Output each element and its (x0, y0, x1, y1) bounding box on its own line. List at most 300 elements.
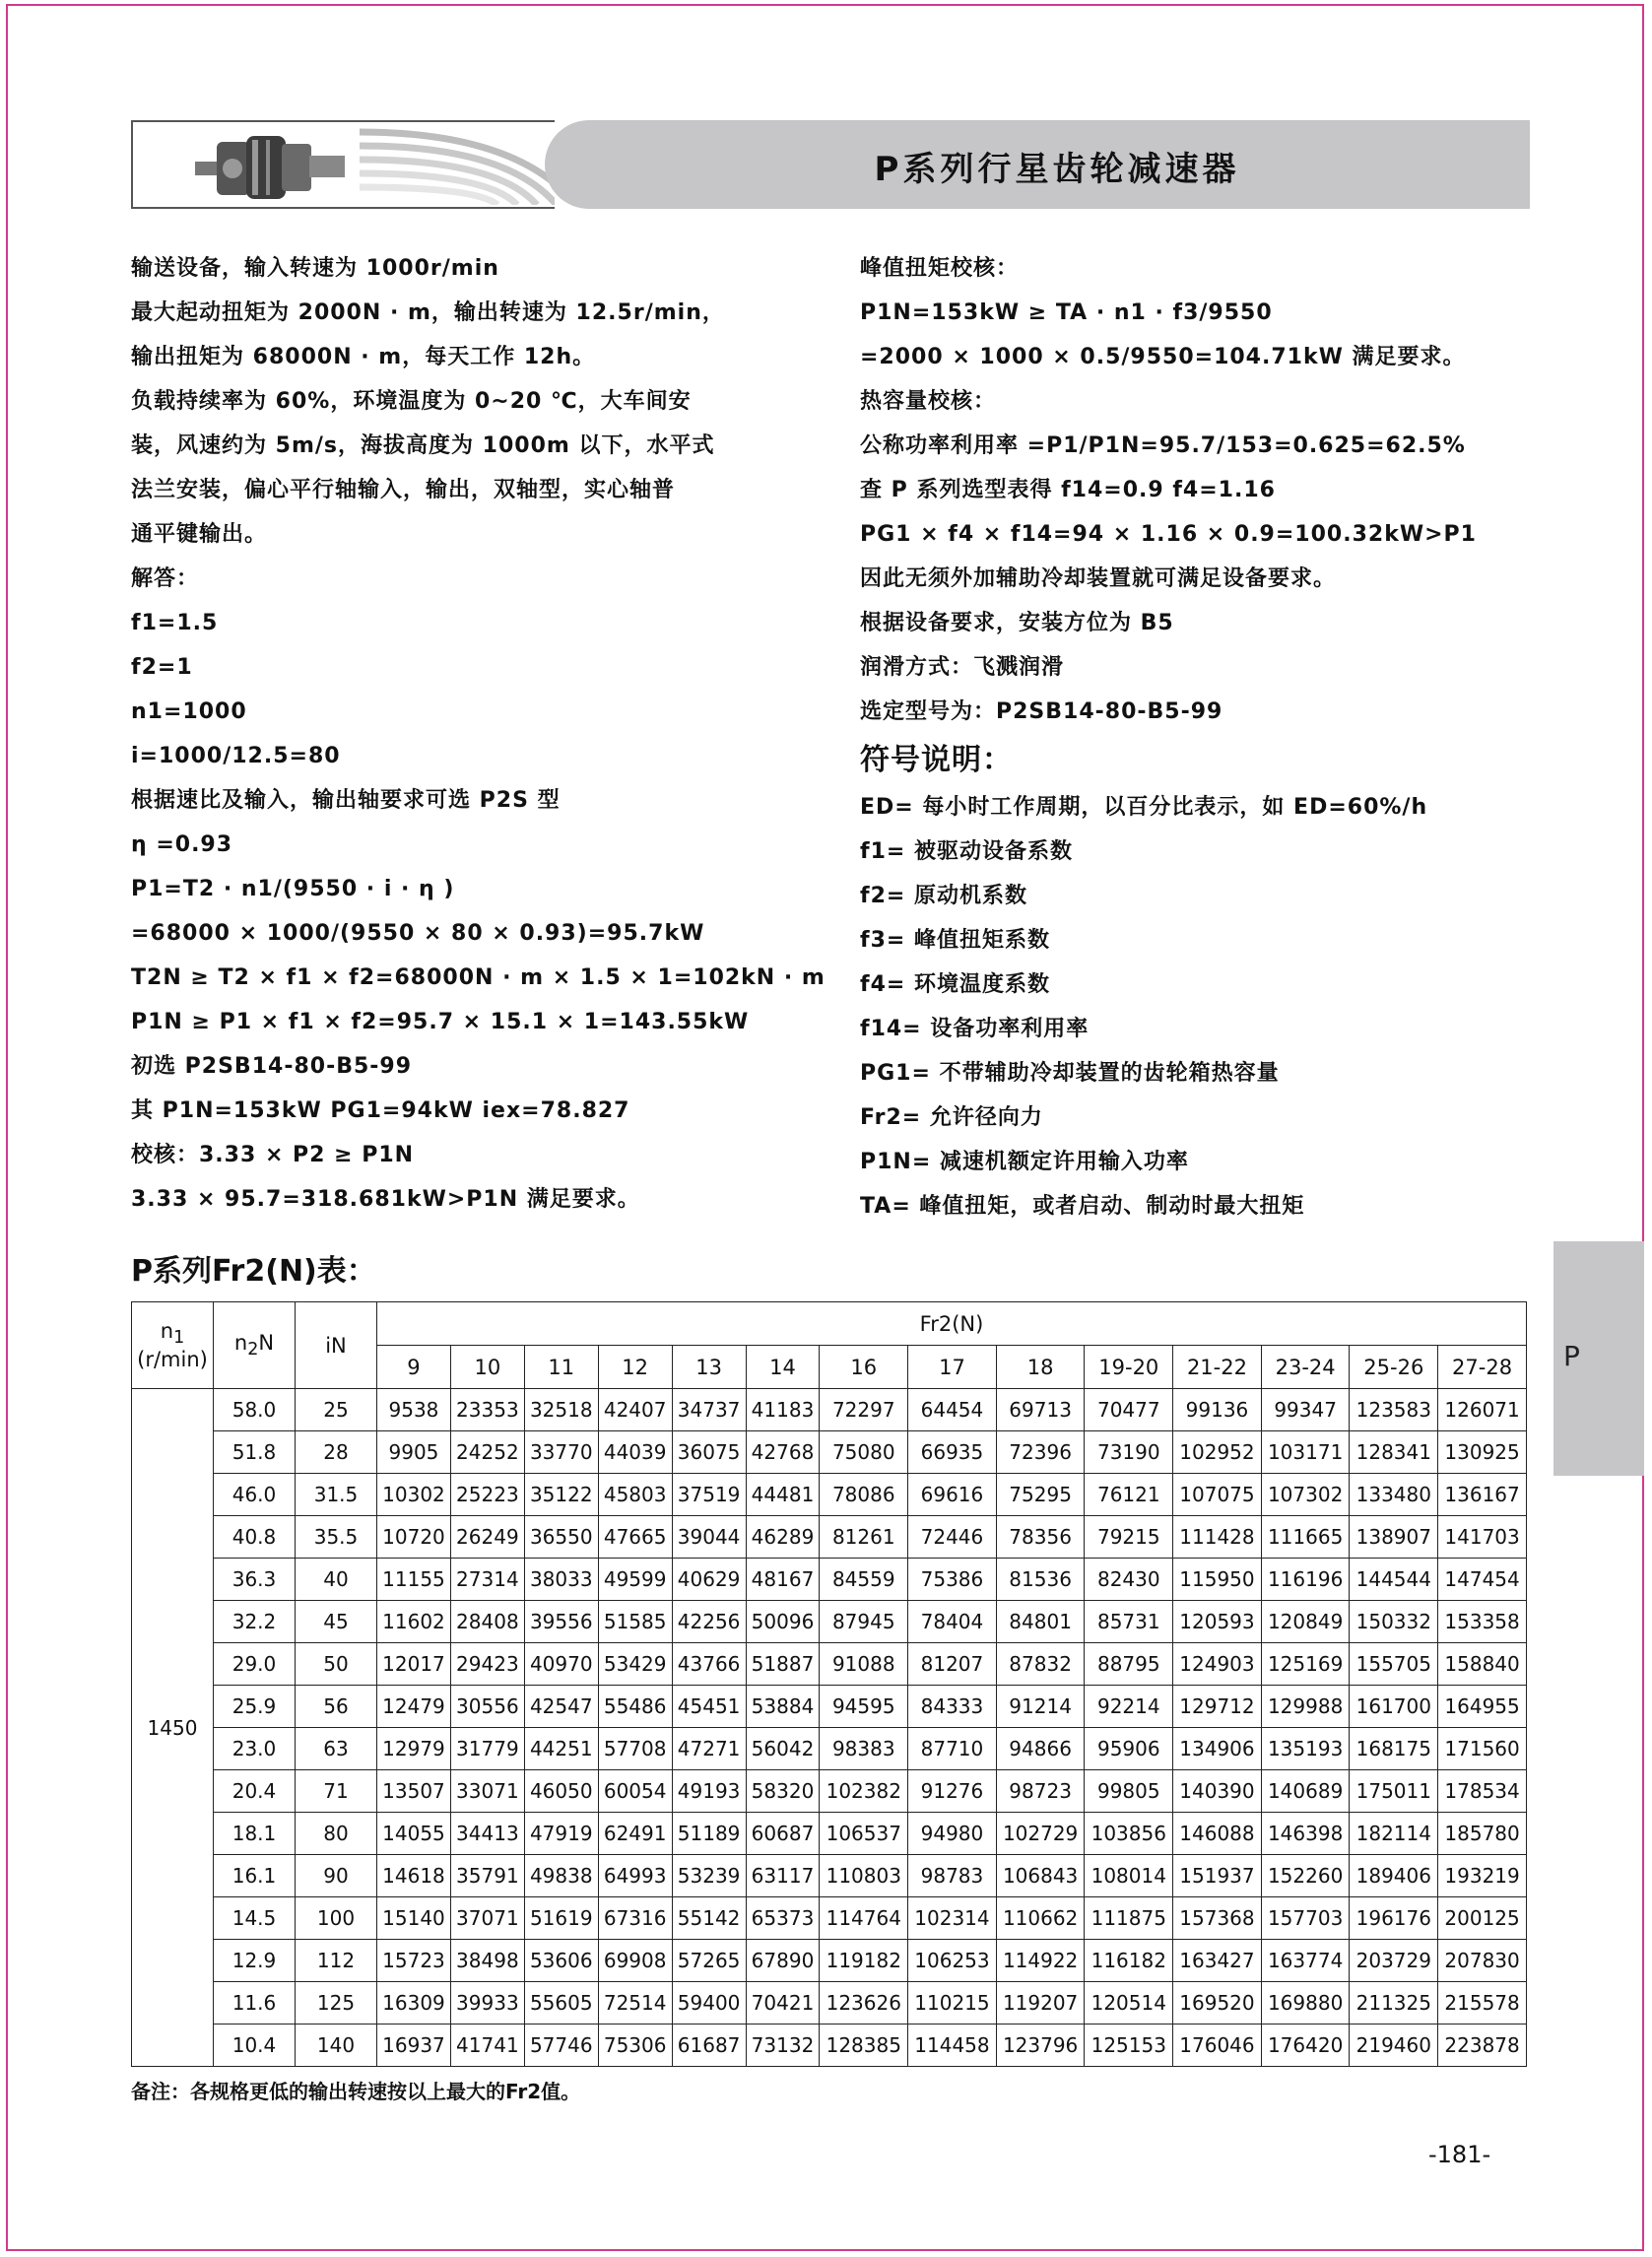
symbol-definition: PG1= 不带辅助冷却装置的齿轮箱热容量 (860, 1061, 1280, 1086)
text-line: 初选 P2SB14-80-B5-99 (131, 1054, 413, 1079)
fr2-value-cell: 42547 (524, 1686, 598, 1728)
table-row (132, 1389, 1527, 1431)
fr2-value-cell: 34737 (672, 1389, 746, 1431)
fr2-value-cell: 115950 (1173, 1559, 1262, 1601)
fr2-value-cell: 60687 (746, 1813, 820, 1855)
fr2-value-cell: 42768 (746, 1431, 820, 1474)
fr2-value-cell: 24252 (450, 1431, 524, 1474)
text-line: η =0.93 (131, 832, 233, 857)
in-cell: 50 (296, 1643, 377, 1686)
text-line: 其 P1N=153kW PG1=94kW iex=78.827 (131, 1098, 630, 1123)
fr2-value-cell: 36075 (672, 1431, 746, 1474)
table-row (132, 1770, 1527, 1813)
symbols-heading: 符号说明： (860, 743, 1013, 777)
fr2-value-cell: 10302 (377, 1474, 451, 1516)
fr2-value-cell: 114764 (820, 1897, 908, 1940)
fr2-value-cell: 25223 (450, 1474, 524, 1516)
fr2-value-cell: 138907 (1350, 1516, 1438, 1559)
fr2-value-cell: 110215 (908, 1982, 997, 2025)
fr2-value-cell: 82430 (1085, 1559, 1173, 1601)
text-line: 3.33 × 95.7=318.681kW>P1N 满足要求。 (131, 1187, 640, 1212)
fr2-value-cell: 31779 (450, 1728, 524, 1770)
fr2-value-cell: 72446 (908, 1516, 997, 1559)
header-title-band (545, 120, 1530, 209)
fr2-value-cell: 110803 (820, 1855, 908, 1897)
fr2-value-cell: 61687 (672, 2025, 746, 2067)
fr2-value-cell: 38498 (450, 1940, 524, 1982)
n2n-cell: 23.0 (214, 1728, 296, 1770)
fr2-value-cell: 164955 (1438, 1686, 1527, 1728)
fr2-value-cell: 67316 (598, 1897, 672, 1940)
in-cell: 90 (296, 1855, 377, 1897)
fr2-value-cell: 81261 (820, 1516, 908, 1559)
fr2-value-cell: 99136 (1173, 1389, 1262, 1431)
fr2-value-cell: 47919 (524, 1813, 598, 1855)
fr2-value-cell: 56042 (746, 1728, 820, 1770)
n1-cell: 1450 (132, 1389, 214, 2067)
fr2-value-cell: 152260 (1261, 1855, 1350, 1897)
fr2-value-cell: 62491 (598, 1813, 672, 1855)
fr2-value-cell: 153358 (1438, 1601, 1527, 1643)
fr2-value-cell: 99805 (1085, 1770, 1173, 1813)
fr2-value-cell: 43766 (672, 1643, 746, 1686)
fr2-value-cell: 91214 (996, 1686, 1085, 1728)
header-size-cell: 16 (820, 1346, 908, 1389)
header-stripes (360, 126, 555, 205)
fr2-value-cell: 57746 (524, 2025, 598, 2067)
n2n-cell: 10.4 (214, 2025, 296, 2067)
table-row (132, 1643, 1527, 1686)
header-size-cell: 9 (377, 1346, 451, 1389)
fr2-value-cell: 111428 (1173, 1516, 1262, 1559)
fr2-value-cell: 84333 (908, 1686, 997, 1728)
text-line: 查 P 系列选型表得 f14=0.9 f4=1.16 (860, 478, 1276, 502)
header-size-cell: 25-26 (1350, 1346, 1438, 1389)
table-note: 备注：各规格更低的输出转速按以上最大的Fr2值。 (131, 2080, 581, 2103)
fr2-value-cell: 144544 (1350, 1559, 1438, 1601)
page-number: -181- (1428, 2141, 1491, 2168)
fr2-value-cell: 157703 (1261, 1897, 1350, 1940)
fr2-value-cell: 23353 (450, 1389, 524, 1431)
fr2-value-cell: 51585 (598, 1601, 672, 1643)
header-size-cell: 21-22 (1173, 1346, 1262, 1389)
fr2-value-cell: 175011 (1350, 1770, 1438, 1813)
fr2-value-cell: 35791 (450, 1855, 524, 1897)
symbol-definition: f2= 原动机系数 (860, 884, 1027, 908)
fr2-value-cell: 92214 (1085, 1686, 1173, 1728)
in-cell: 45 (296, 1601, 377, 1643)
symbol-definition: P1N= 减速机额定许用输入功率 (860, 1150, 1189, 1174)
fr2-value-cell: 34413 (450, 1813, 524, 1855)
in-cell: 56 (296, 1686, 377, 1728)
fr2-value-cell: 38033 (524, 1559, 598, 1601)
text-line: 输送设备，输入转速为 1000r/min (131, 256, 499, 281)
fr2-value-cell: 13507 (377, 1770, 451, 1813)
text-line: 选定型号为：P2SB14-80-B5-99 (860, 699, 1223, 724)
header-in: iN (296, 1302, 377, 1389)
fr2-value-cell: 119207 (996, 1982, 1085, 2025)
fr2-value-cell: 75306 (598, 2025, 672, 2067)
header-size-cell: 18 (996, 1346, 1085, 1389)
fr2-value-cell: 70421 (746, 1982, 820, 2025)
fr2-value-cell: 193219 (1438, 1855, 1527, 1897)
text-line: 热容量校核： (860, 389, 997, 414)
worked-example-right (860, 246, 1530, 1228)
n2n-cell: 12.9 (214, 1940, 296, 1982)
n2n-cell: 46.0 (214, 1474, 296, 1516)
fr2-value-cell: 9905 (377, 1431, 451, 1474)
fr2-value-cell: 39933 (450, 1982, 524, 2025)
text-line: f1=1.5 (131, 611, 219, 635)
symbol-definition: f1= 被驱动设备系数 (860, 839, 1073, 864)
fr2-value-cell: 53606 (524, 1940, 598, 1982)
fr2-value-cell: 51619 (524, 1897, 598, 1940)
text-line: f2=1 (131, 655, 193, 680)
fr2-value-cell: 215578 (1438, 1982, 1527, 2025)
header-size-cell: 13 (672, 1346, 746, 1389)
header-size-cell: 11 (524, 1346, 598, 1389)
in-cell: 40 (296, 1559, 377, 1601)
table-row (132, 1686, 1527, 1728)
symbols-list (860, 785, 1530, 1228)
text-line: P1N=153kW ≥ TA · n1 · f3/9550 (860, 300, 1273, 325)
fr2-value-cell: 161700 (1350, 1686, 1438, 1728)
text-line: 负载持续率为 60%，环境温度为 0~20 ℃，大车间安 (131, 389, 692, 414)
fr2-value-cell: 75080 (820, 1431, 908, 1474)
text-line: 公称功率利用率 =P1/P1N=95.7/153=0.625=62.5% (860, 433, 1466, 458)
symbol-definition: Fr2= 允许径向力 (860, 1105, 1043, 1130)
table-row (132, 1855, 1527, 1897)
fr2-value-cell: 64454 (908, 1389, 997, 1431)
fr2-value-cell: 37519 (672, 1474, 746, 1516)
n2n-cell: 51.8 (214, 1431, 296, 1474)
text-line: n1=1000 (131, 699, 247, 724)
header-n2n: $n_2N$ (214, 1302, 296, 1389)
fr2-value-cell: 102314 (908, 1897, 997, 1940)
header-n1-label: $n_1$ (r/min) (137, 1318, 208, 1372)
fr2-value-cell: 157368 (1173, 1897, 1262, 1940)
fr2-value-cell: 30556 (450, 1686, 524, 1728)
fr2-value-cell: 203729 (1350, 1940, 1438, 1982)
fr2-value-cell: 151937 (1173, 1855, 1262, 1897)
fr2-value-cell: 146088 (1173, 1813, 1262, 1855)
text-line: P1N ≥ P1 × f1 × f2=95.7 × 15.1 × 1=143.55kW (131, 1010, 750, 1034)
text-line: 根据设备要求，安装方位为 B5 (860, 611, 1174, 635)
fr2-value-cell: 114922 (996, 1940, 1085, 1982)
fr2-value-cell: 169520 (1173, 1982, 1262, 2025)
fr2-value-cell: 47271 (672, 1728, 746, 1770)
gear-reducer-image (187, 128, 355, 205)
table-title: P系列Fr2(N)表： (131, 1254, 376, 1289)
in-cell: 125 (296, 1982, 377, 2025)
fr2-value-cell: 91276 (908, 1770, 997, 1813)
fr2-value-cell: 69616 (908, 1474, 997, 1516)
fr2-value-cell: 223878 (1438, 2025, 1527, 2067)
fr2-value-cell: 78356 (996, 1516, 1085, 1559)
in-cell: 25 (296, 1389, 377, 1431)
fr2-value-cell: 40970 (524, 1643, 598, 1686)
fr2-value-cell: 9538 (377, 1389, 451, 1431)
fr2-value-cell: 45803 (598, 1474, 672, 1516)
fr2-value-cell: 129712 (1173, 1686, 1262, 1728)
fr2-value-cell: 189406 (1350, 1855, 1438, 1897)
fr2-value-cell: 73132 (746, 2025, 820, 2067)
table-row (132, 1601, 1527, 1643)
in-cell: 100 (296, 1897, 377, 1940)
fr2-value-cell: 42256 (672, 1601, 746, 1643)
fr2-value-cell: 59400 (672, 1982, 746, 2025)
fr2-value-cell: 102729 (996, 1813, 1085, 1855)
in-cell: 63 (296, 1728, 377, 1770)
text-line: 最大起动扭矩为 2000N · m，输出转速为 12.5r/min， (131, 300, 725, 325)
fr2-value-cell: 72514 (598, 1982, 672, 2025)
header-size-cell: 10 (450, 1346, 524, 1389)
fr2-value-cell: 120849 (1261, 1601, 1350, 1643)
fr2-value-cell: 99347 (1261, 1389, 1350, 1431)
fr2-value-cell: 125153 (1085, 2025, 1173, 2067)
table-row (132, 1897, 1527, 1940)
fr2-value-cell: 110662 (996, 1897, 1085, 1940)
fr2-value-cell: 211325 (1350, 1982, 1438, 2025)
fr2-value-cell: 41183 (746, 1389, 820, 1431)
fr2-value-cell: 108014 (1085, 1855, 1173, 1897)
page-header (131, 120, 1530, 209)
fr2-value-cell: 102952 (1173, 1431, 1262, 1474)
fr2-value-cell: 35122 (524, 1474, 598, 1516)
fr2-value-cell: 15723 (377, 1940, 451, 1982)
section-tab-label: P (1563, 1340, 1580, 1372)
n2n-cell: 40.8 (214, 1516, 296, 1559)
fr2-value-cell: 185780 (1438, 1813, 1527, 1855)
fr2-value-cell: 196176 (1350, 1897, 1438, 1940)
table-row (132, 1940, 1527, 1982)
text-line: =2000 × 1000 × 0.5/9550=104.71kW 满足要求。 (860, 345, 1466, 369)
fr2-value-cell: 16937 (377, 2025, 451, 2067)
fr2-value-cell: 46050 (524, 1770, 598, 1813)
fr2-value-cell: 29423 (450, 1643, 524, 1686)
fr2-value-cell: 155705 (1350, 1643, 1438, 1686)
text-line: 因此无须外加辅助冷却装置就可满足设备要求。 (860, 566, 1337, 591)
fr2-value-cell: 123583 (1350, 1389, 1438, 1431)
fr2-value-cell: 84801 (996, 1601, 1085, 1643)
fr2-value-cell: 102382 (820, 1770, 908, 1813)
fr2-value-cell: 39556 (524, 1601, 598, 1643)
text-line: 润滑方式：飞溅润滑 (860, 655, 1065, 680)
fr2-value-cell: 116196 (1261, 1559, 1350, 1601)
fr2-value-cell: 44481 (746, 1474, 820, 1516)
fr2-value-cell: 69908 (598, 1940, 672, 1982)
table-row (132, 1982, 1527, 2025)
fr2-value-cell: 125169 (1261, 1643, 1350, 1686)
fr2-value-cell: 66935 (908, 1431, 997, 1474)
in-cell: 80 (296, 1813, 377, 1855)
table-row (132, 1813, 1527, 1855)
fr2-value-cell: 41741 (450, 2025, 524, 2067)
in-cell: 112 (296, 1940, 377, 1982)
fr2-value-cell: 169880 (1261, 1982, 1350, 2025)
fr2-value-cell: 12979 (377, 1728, 451, 1770)
fr2-value-cell: 78086 (820, 1474, 908, 1516)
fr2-value-cell: 85731 (1085, 1601, 1173, 1643)
fr2-value-cell: 87945 (820, 1601, 908, 1643)
fr2-value-cell: 42407 (598, 1389, 672, 1431)
fr2-value-cell: 75386 (908, 1559, 997, 1601)
fr2-value-cell: 87832 (996, 1643, 1085, 1686)
fr2-value-cell: 37071 (450, 1897, 524, 1940)
fr2-value-cell: 103856 (1085, 1813, 1173, 1855)
fr2-value-cell: 130925 (1438, 1431, 1527, 1474)
fr2-value-cell: 78404 (908, 1601, 997, 1643)
fr2-value-cell: 55142 (672, 1897, 746, 1940)
fr2-value-cell: 106537 (820, 1813, 908, 1855)
header-size-cell: 17 (908, 1346, 997, 1389)
fr2-value-cell: 147454 (1438, 1559, 1527, 1601)
text-line: 装，风速约为 5m/s，海拔高度为 1000m 以下，水平式 (131, 433, 715, 458)
fr2-value-cell: 140390 (1173, 1770, 1262, 1813)
text-line: 法兰安装，偏心平行轴输入，输出，双轴型，实心轴普 (131, 478, 676, 502)
fr2-value-cell: 51887 (746, 1643, 820, 1686)
fr2-value-cell: 63117 (746, 1855, 820, 1897)
fr2-value-cell: 49599 (598, 1559, 672, 1601)
fr2-value-cell: 14618 (377, 1855, 451, 1897)
fr2-value-cell: 140689 (1261, 1770, 1350, 1813)
fr2-value-cell: 70477 (1085, 1389, 1173, 1431)
fr2-value-cell: 27314 (450, 1559, 524, 1601)
fr2-value-cell: 11602 (377, 1601, 451, 1643)
fr2-value-cell: 50096 (746, 1601, 820, 1643)
fr2-value-cell: 49193 (672, 1770, 746, 1813)
text-line: 根据速比及输入，输出轴要求可选 P2S 型 (131, 788, 561, 813)
fr2-value-cell: 124903 (1173, 1643, 1262, 1686)
fr2-value-cell: 98783 (908, 1855, 997, 1897)
table-row (132, 1474, 1527, 1516)
fr2-value-cell: 94866 (996, 1728, 1085, 1770)
fr2-value-cell: 123796 (996, 2025, 1085, 2067)
text-line: 解答： (131, 566, 200, 591)
fr2-value-cell: 57708 (598, 1728, 672, 1770)
fr2-value-cell: 178534 (1438, 1770, 1527, 1813)
fr2-value-cell: 171560 (1438, 1728, 1527, 1770)
fr2-value-cell: 94595 (820, 1686, 908, 1728)
fr2-value-cell: 39044 (672, 1516, 746, 1559)
in-cell: 140 (296, 2025, 377, 2067)
fr2-value-cell: 91088 (820, 1643, 908, 1686)
fr2-value-cell: 47665 (598, 1516, 672, 1559)
fr2-value-cell: 168175 (1350, 1728, 1438, 1770)
fr2-value-cell: 141703 (1438, 1516, 1527, 1559)
fr2-value-cell: 14055 (377, 1813, 451, 1855)
fr2-value-cell: 123626 (820, 1982, 908, 2025)
fr2-value-cell: 58320 (746, 1770, 820, 1813)
header-size-cell: 27-28 (1438, 1346, 1527, 1389)
fr2-value-cell: 75295 (996, 1474, 1085, 1516)
symbol-definition: ED= 每小时工作周期，以百分比表示，如 ED=60%/h (860, 795, 1428, 820)
fr2-value-cell: 111875 (1085, 1897, 1173, 1940)
fr2-value-cell: 72396 (996, 1431, 1085, 1474)
n2n-cell: 11.6 (214, 1982, 296, 2025)
table-row (132, 2025, 1527, 2067)
fr2-value-cell: 12017 (377, 1643, 451, 1686)
fr2-value-cell: 26249 (450, 1516, 524, 1559)
n2n-cell: 20.4 (214, 1770, 296, 1813)
fr2-value-cell: 64993 (598, 1855, 672, 1897)
fr2-value-cell: 15140 (377, 1897, 451, 1940)
fr2-value-cell: 69713 (996, 1389, 1085, 1431)
n2n-cell: 18.1 (214, 1813, 296, 1855)
text-line: P1=T2 · n1/(9550 · i · η ) (131, 877, 455, 901)
symbol-definition: f3= 峰值扭矩系数 (860, 928, 1050, 953)
fr2-value-cell: 88795 (1085, 1643, 1173, 1686)
symbol-definition: f4= 环境温度系数 (860, 972, 1050, 997)
fr2-value-cell: 128385 (820, 2025, 908, 2067)
n2n-cell: 14.5 (214, 1897, 296, 1940)
text-line: T2N ≥ T2 × f1 × f2=68000N · m × 1.5 × 1=102kN · m (131, 965, 826, 990)
fr2-value-cell: 98723 (996, 1770, 1085, 1813)
fr2-value-cell: 57265 (672, 1940, 746, 1982)
fr2-value-cell: 95906 (1085, 1728, 1173, 1770)
fr2-table (131, 1301, 1527, 2067)
text-line: 通平键输出。 (131, 522, 268, 547)
fr2-value-cell: 107302 (1261, 1474, 1350, 1516)
header-size-cell: 14 (746, 1346, 820, 1389)
fr2-value-cell: 146398 (1261, 1813, 1350, 1855)
fr2-value-cell: 111665 (1261, 1516, 1350, 1559)
fr2-value-cell: 16309 (377, 1982, 451, 2025)
fr2-value-cell: 55605 (524, 1982, 598, 2025)
table-row (132, 1516, 1527, 1559)
fr2-value-cell: 76121 (1085, 1474, 1173, 1516)
fr2-value-cell: 32518 (524, 1389, 598, 1431)
fr2-value-cell: 84559 (820, 1559, 908, 1601)
fr2-value-cell: 158840 (1438, 1643, 1527, 1686)
fr2-value-cell: 219460 (1350, 2025, 1438, 2067)
fr2-value-cell: 163774 (1261, 1940, 1350, 1982)
fr2-value-cell: 55486 (598, 1686, 672, 1728)
fr2-value-cell: 94980 (908, 1813, 997, 1855)
fr2-value-cell: 176046 (1173, 2025, 1262, 2067)
fr2-value-cell: 48167 (746, 1559, 820, 1601)
fr2-value-cell: 72297 (820, 1389, 908, 1431)
fr2-value-cell: 103171 (1261, 1431, 1350, 1474)
fr2-value-cell: 53429 (598, 1643, 672, 1686)
header-image-panel (131, 120, 555, 209)
table-row (132, 1431, 1527, 1474)
fr2-value-cell: 65373 (746, 1897, 820, 1940)
n2n-cell: 58.0 (214, 1389, 296, 1431)
fr2-value-cell: 150332 (1350, 1601, 1438, 1643)
fr2-value-cell: 81536 (996, 1559, 1085, 1601)
n2n-cell: 32.2 (214, 1601, 296, 1643)
fr2-value-cell: 163427 (1173, 1940, 1262, 1982)
fr2-value-cell: 120514 (1085, 1982, 1173, 2025)
fr2-value-cell: 200125 (1438, 1897, 1527, 1940)
fr2-value-cell: 11155 (377, 1559, 451, 1601)
n2n-cell: 25.9 (214, 1686, 296, 1728)
fr2-value-cell: 28408 (450, 1601, 524, 1643)
text-line: i=1000/12.5=80 (131, 744, 341, 768)
fr2-value-cell: 44039 (598, 1431, 672, 1474)
fr2-value-cell: 136167 (1438, 1474, 1527, 1516)
fr2-value-cell: 79215 (1085, 1516, 1173, 1559)
in-cell: 28 (296, 1431, 377, 1474)
symbol-definition: f14= 设备功率利用率 (860, 1017, 1090, 1041)
fr2-value-cell: 40629 (672, 1559, 746, 1601)
fr2-value-cell: 116182 (1085, 1940, 1173, 1982)
fr2-value-cell: 46289 (746, 1516, 820, 1559)
in-cell: 35.5 (296, 1516, 377, 1559)
fr2-value-cell: 53884 (746, 1686, 820, 1728)
fr2-value-cell: 135193 (1261, 1728, 1350, 1770)
